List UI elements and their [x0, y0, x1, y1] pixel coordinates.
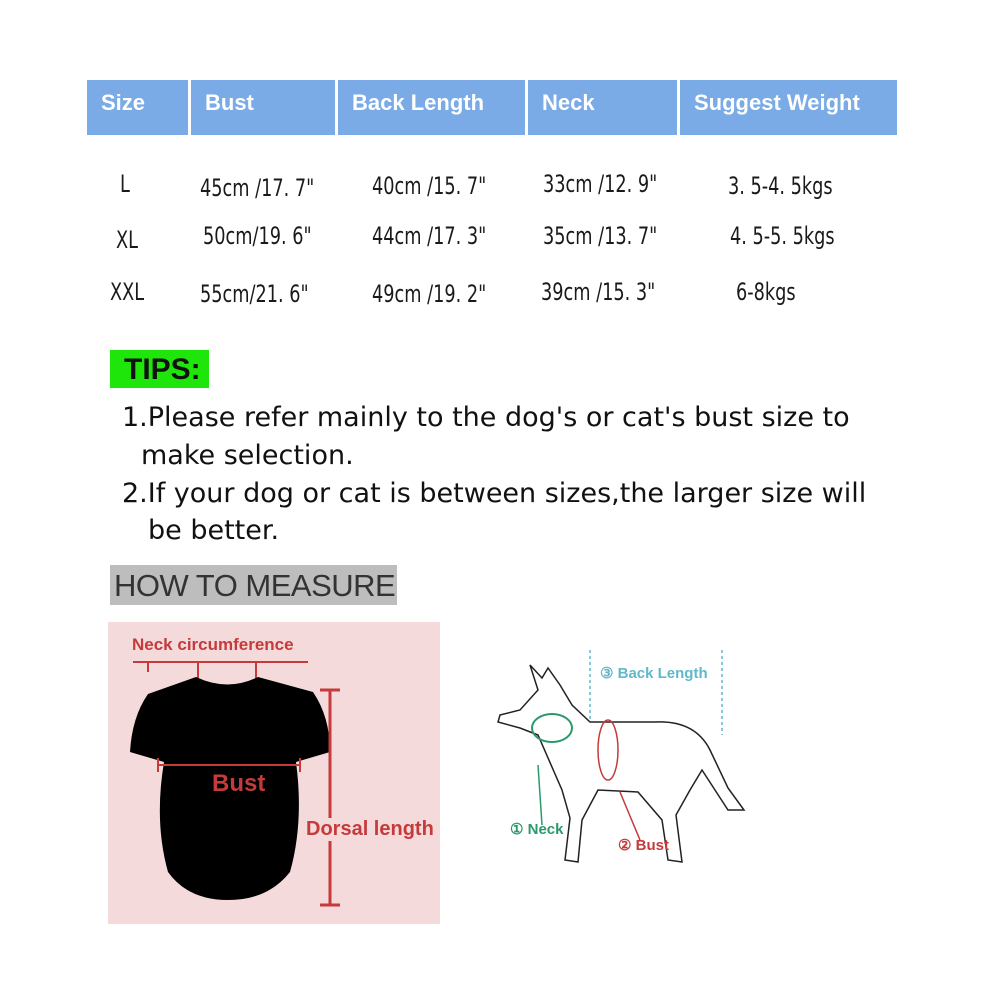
- cell-bust: 45cm /17. 7": [200, 174, 315, 202]
- back-length-label: ③ Back Length: [600, 665, 708, 682]
- header-bust: Bust: [191, 80, 338, 135]
- header-suggest-weight: Suggest Weight: [680, 80, 897, 135]
- how-to-measure-label: HOW TO MEASURE: [110, 565, 397, 605]
- cell-bust: 55cm/21. 6": [200, 280, 309, 308]
- cell-neck: 33cm /12. 9": [543, 170, 658, 198]
- table-row: [0, 278, 1001, 318]
- bust-label: Bust: [212, 770, 266, 797]
- tip-line: be better.: [148, 515, 280, 546]
- cell-size: XXL: [110, 278, 145, 306]
- tip-line: make selection.: [141, 440, 354, 471]
- cell-weight: 4. 5-5. 5kgs: [730, 222, 835, 250]
- cell-back-length: 49cm /19. 2": [372, 280, 487, 308]
- cell-weight: 3. 5-4. 5kgs: [728, 172, 833, 200]
- cell-weight: 6-8kgs: [736, 278, 796, 306]
- cell-bust: 50cm/19. 6": [203, 222, 312, 250]
- size-table-header: [87, 80, 897, 135]
- cell-size: L: [120, 170, 130, 198]
- header-size: Size: [87, 80, 191, 135]
- cell-neck: 35cm /13. 7": [543, 222, 658, 250]
- cell-size: XL: [116, 226, 138, 254]
- dorsal-length-label: Dorsal length: [306, 818, 434, 840]
- tip-line: 2.If your dog or cat is between sizes,the larger size will: [122, 478, 867, 509]
- dog-measure-diagram: [490, 640, 750, 880]
- table-row: [0, 170, 1001, 210]
- tip-line: 1.Please refer mainly to the dog's or cat's bust size to: [122, 402, 850, 433]
- cell-back-length: 40cm /15. 7": [372, 172, 487, 200]
- table-row: [0, 222, 1001, 262]
- shirt-measure-diagram: [108, 622, 440, 924]
- header-back-length: Back Length: [338, 80, 528, 135]
- cell-neck: 39cm /15. 3": [541, 278, 656, 306]
- header-neck: Neck: [528, 80, 680, 135]
- cell-back-length: 44cm /17. 3": [372, 222, 487, 250]
- neck-circumference-label: Neck circumference: [132, 635, 294, 654]
- tips-label: TIPS:: [110, 350, 209, 388]
- shirt-illustration: [108, 622, 440, 924]
- neck-label: ① Neck: [510, 821, 564, 838]
- bust-label-dog: ② Bust: [618, 837, 669, 854]
